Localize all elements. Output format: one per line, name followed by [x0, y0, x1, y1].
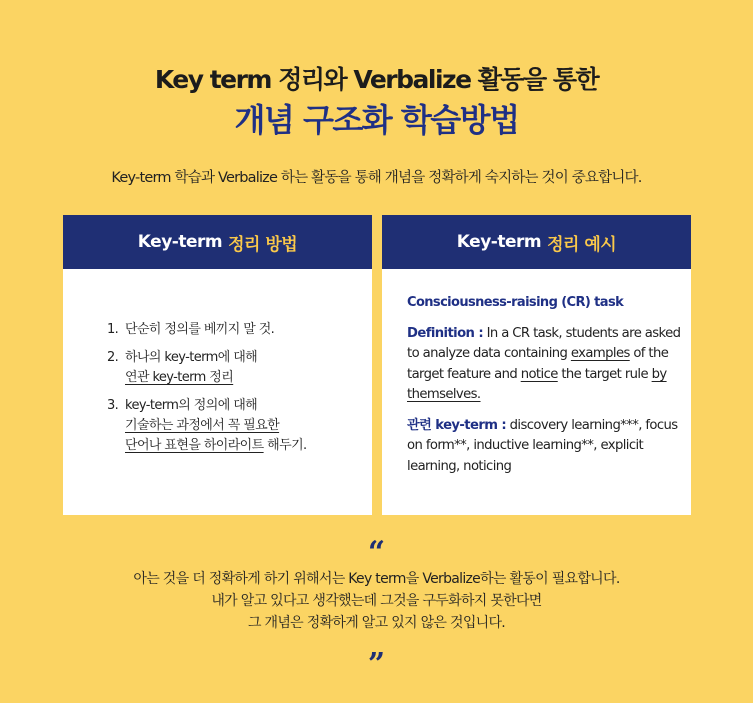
- definition-text: the target rule: [557, 366, 652, 382]
- definition-highlight: by themselves.: [407, 366, 667, 402]
- method-card-title-prefix: Key-term: [137, 232, 223, 252]
- method-step: [107, 396, 362, 456]
- method-card-header: [63, 215, 372, 269]
- example-card: [382, 215, 691, 515]
- step-text: 단순히 정의를 베끼지 말 것.: [125, 322, 275, 337]
- subtitle: Key-term 학습과 Verbalize 하는 활동을 통해 개념을 정확하게 숙지하는 것이 중요합니다.: [111, 170, 642, 186]
- step-number: 1.: [107, 322, 119, 337]
- example-title: Consciousness-raising (CR) task: [407, 295, 624, 310]
- method-steps-list: [107, 320, 362, 464]
- definition-highlight: notice: [520, 366, 558, 382]
- step-number: 2.: [107, 350, 119, 365]
- definition-text: In a CR task, students are asked to analyze data containing: [407, 325, 681, 361]
- quote-line: 아는 것을 더 정확하게 하기 위해서는 Key term을 Verbalize하는 활동이 필요합니다.: [133, 571, 620, 587]
- related-text: discovery learning***, focus on form**, inductive learning**, explicit learning, noticing: [407, 417, 678, 474]
- example-card-title-accent: 정리 예시: [547, 234, 617, 255]
- quote-line: 그 개념은 정확하게 알고 있지 않은 것입니다.: [247, 615, 506, 631]
- method-step: [107, 348, 362, 388]
- step-text: key-term의 정의에 대해: [125, 398, 258, 413]
- related-label: 관련 key-term :: [407, 417, 507, 433]
- step-text: 해두기.: [267, 438, 307, 453]
- example-body: [407, 293, 682, 477]
- step-text: 하나의 key-term에 대해: [125, 350, 258, 365]
- example-card-title-prefix: Key-term: [456, 232, 542, 252]
- method-card: [63, 215, 372, 515]
- quote-line: 내가 알고 있다고 생각했는데 그것을 구두화하지 못한다면: [211, 593, 542, 609]
- method-card-title-accent: 정리 방법: [228, 234, 298, 255]
- method-step: [107, 320, 362, 340]
- definition-text: of the target feature and: [407, 346, 669, 382]
- step-text: 기술하는 과정에서 꼭 필요한: [125, 418, 280, 433]
- definition-paragraph: [407, 324, 682, 406]
- quote-text: [0, 568, 753, 634]
- related-paragraph: [407, 416, 682, 478]
- step-text-highlight: 연관 key-term 정리: [125, 370, 234, 385]
- close-quote-icon: ”: [367, 647, 386, 682]
- step-number: 3.: [107, 398, 119, 413]
- definition-highlight: examples: [570, 346, 630, 361]
- example-card-header: [382, 215, 691, 269]
- main-title-line2: 개념 구조화 학습방법: [234, 101, 519, 139]
- definition-label: Definition :: [407, 325, 483, 341]
- open-quote-icon: “: [367, 535, 386, 570]
- main-title-line1: Key term 정리와 Verbalize 활동을 통한: [154, 65, 599, 94]
- step-text-highlight: 단어나 표현을 하이라이트: [125, 438, 264, 453]
